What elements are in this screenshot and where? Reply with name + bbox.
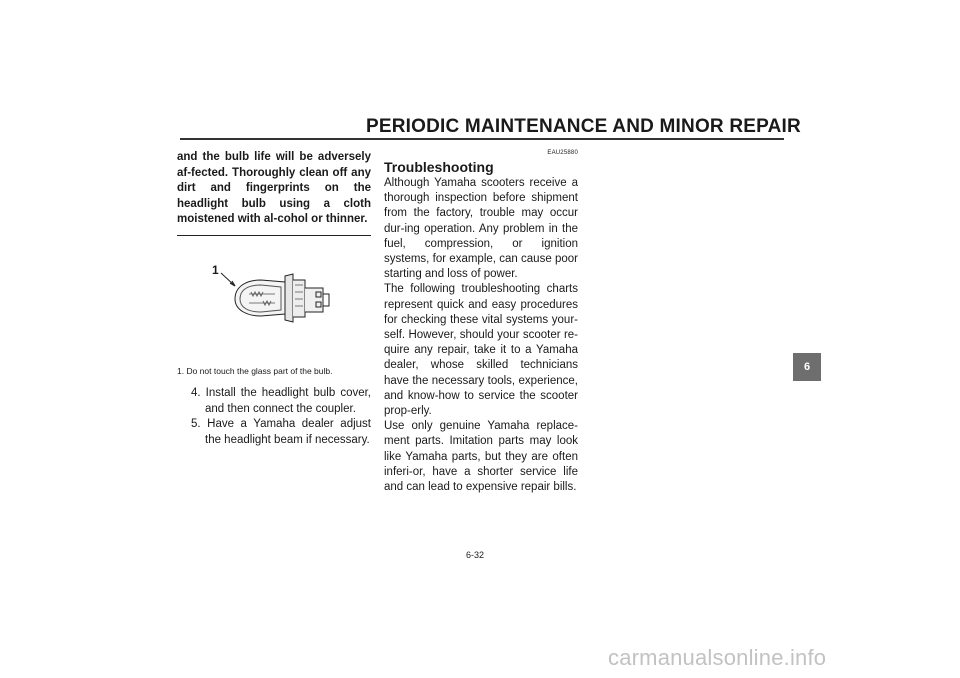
paragraph: Use only genuine Yamaha replace-ment parts. Imitation parts may look like Yamaha parts, but they are often inferi-or, have a shorter service life and can lead to expensive repair bills. — [384, 420, 578, 494]
step-item: 4. Install the headlight bulb cover, and then connect the coupler. — [191, 387, 371, 415]
warning-divider — [177, 235, 371, 237]
right-column — [384, 150, 578, 495]
callout-number: 1 — [212, 263, 219, 277]
figure-caption: 1. Do not touch the glass part of the bulb. — [177, 366, 333, 376]
paragraph: Although Yamaha scooters receive a thorough inspection before shipment from the factory, trouble may occur dur-ing operation. Any problem in the fuel, compression, or ignition systems, for example, can cause poor starting and loss of power. — [384, 177, 578, 281]
reference-code: EAU25880 — [547, 150, 578, 156]
section-title: Troubleshooting — [384, 159, 494, 175]
paragraph: The following troubleshooting charts represent quick and easy procedures for checking these vital systems your-self. However, should your scooter re-quire any repair, take it to a Yamaha dealer, whose skilled technicians have the necessary tools, experience, and know-how to service the scooter prop-erly. — [384, 283, 578, 418]
headlight-bulb-illustration — [177, 242, 371, 360]
left-column — [177, 150, 371, 448]
headlight-bulb-figure — [177, 242, 371, 360]
page-header-title: PERIODIC MAINTENANCE AND MINOR REPAIR — [366, 116, 801, 137]
chapter-tab: 6 — [793, 353, 821, 381]
page-number: 6-32 — [466, 550, 485, 560]
step-item: 5. Have a Yamaha dealer adjust the headlight beam if necessary. — [191, 418, 371, 446]
watermark: carmanualsonline.info — [608, 645, 827, 670]
header-divider — [180, 138, 784, 140]
warning-text: and the bulb life will be adversely af-fected. Thoroughly clean off any dirt and fingerprints on the headlight bulb using a cloth moistened with al-cohol or thinner. — [177, 151, 371, 225]
step-list — [177, 386, 371, 448]
